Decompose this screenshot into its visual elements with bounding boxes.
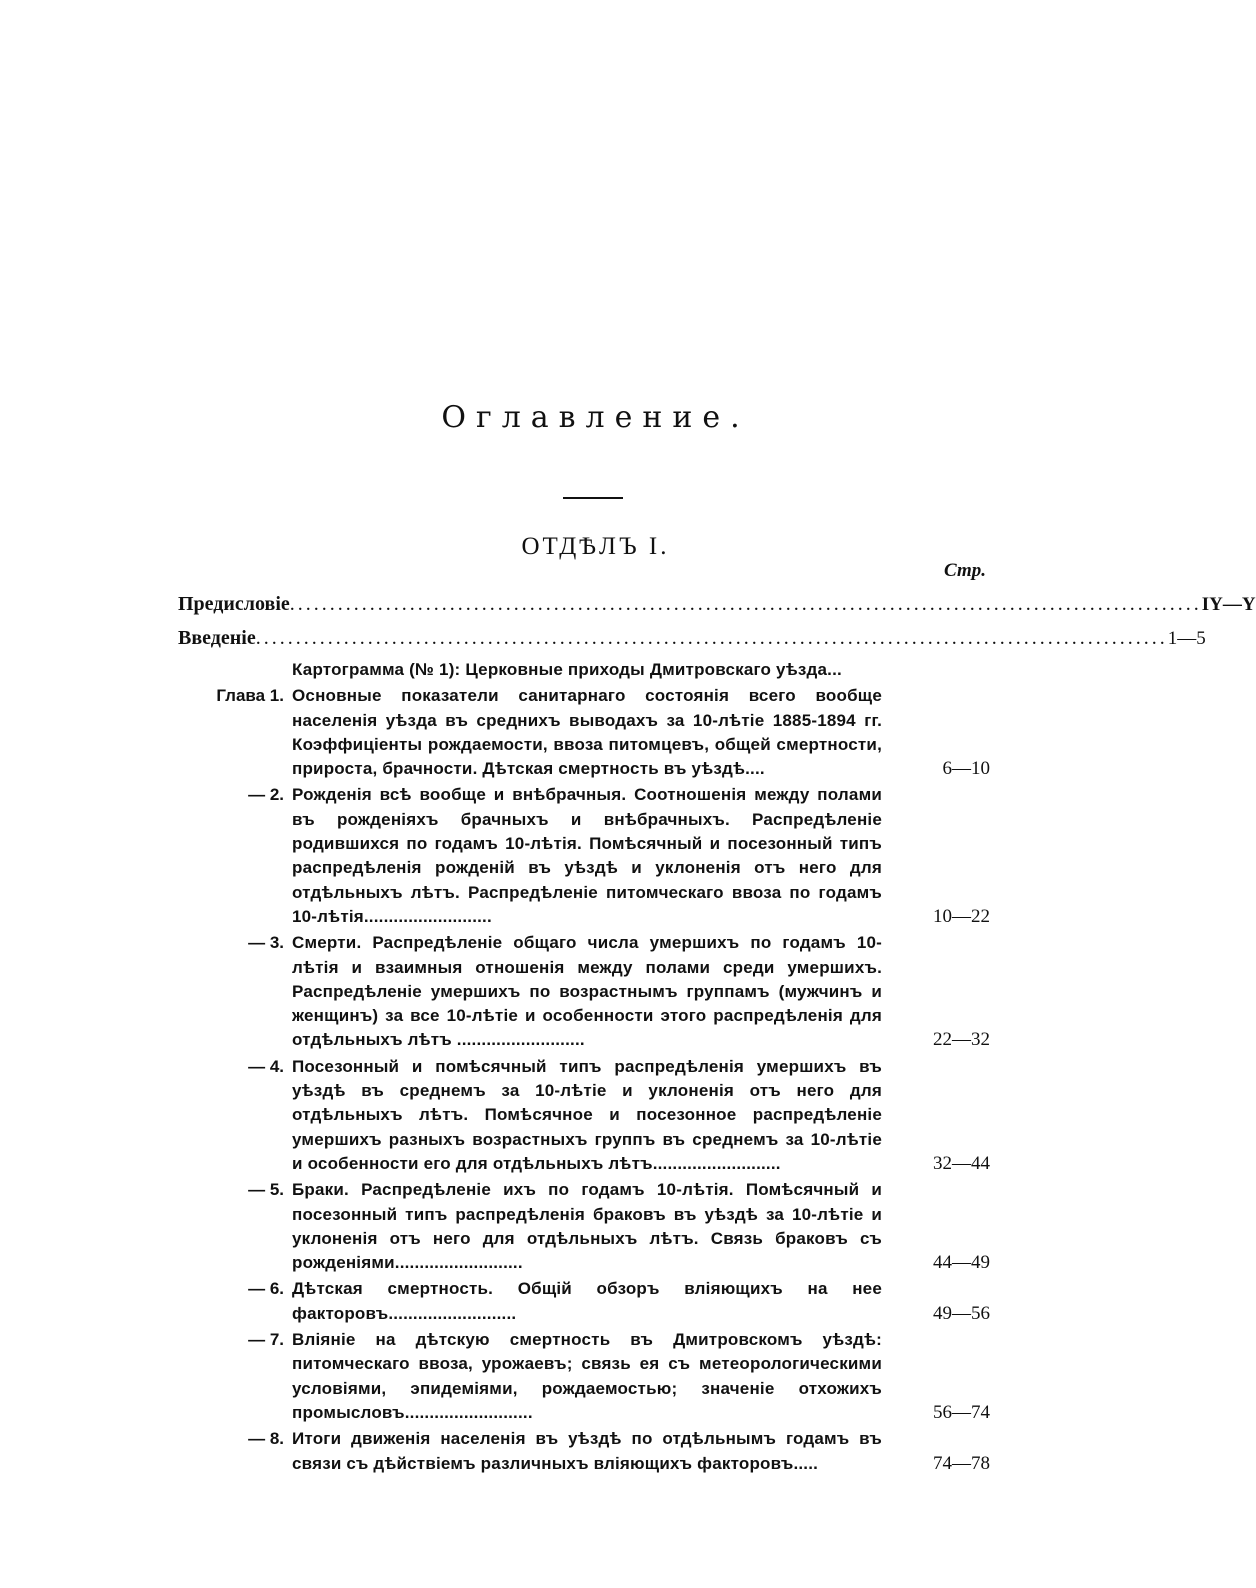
chapter-pages: 10—22 (933, 905, 990, 927)
chapter-number: Глава 1. (216, 686, 284, 706)
toc-entry-pages: 1—5 (1167, 628, 1206, 649)
toc-entry-chapter-6[interactable] (178, 1277, 990, 1326)
chapter-description: Итоги движенія населенія въ уѣздѣ по отдѣльнымъ годамъ въ связи съ дѣйствіемъ различныхъ вліяющихъ факторовъ..... (292, 1429, 882, 1473)
page-column-label: Стр. (944, 560, 986, 581)
toc-entry-chapter-4[interactable] (178, 1055, 990, 1176)
chapter-number: — 5. (248, 1180, 284, 1200)
chapter-pages: 74—78 (933, 1452, 990, 1474)
toc-entry-chapter-7[interactable] (178, 1328, 990, 1425)
chapter-number: — 2. (248, 785, 284, 805)
toc-entry-cartogram[interactable] (178, 658, 990, 682)
chapter-pages: 6—10 (942, 758, 990, 780)
chapter-number: — 8. (248, 1429, 284, 1449)
toc-entry-text: Картограмма (№ 1): Церковные приходы Дмитровскаго уѣзда... (292, 660, 842, 679)
title-divider (563, 497, 623, 499)
dot-leader: .................................................................................................................. (255, 627, 1168, 649)
chapter-number: — 4. (248, 1056, 284, 1076)
chapter-pages: 22—32 (933, 1029, 990, 1051)
chapter-number: — 7. (248, 1330, 284, 1350)
chapter-number: — 6. (248, 1279, 284, 1299)
chapter-pages: 49—56 (933, 1302, 990, 1324)
toc-entry-pages: IY—Y (1201, 594, 1256, 615)
toc-entry-chapter-8[interactable] (178, 1427, 990, 1476)
dot-leader: .................................................................................................................. (289, 593, 1202, 615)
toc-entry-introduction[interactable] (178, 616, 1206, 650)
chapter-pages: 44—49 (933, 1252, 990, 1274)
chapter-description: Вліяніе на дѣтскую смертность въ Дмитровскомъ уѣздѣ: питомческаго ввоза, урожаевъ; связь ея съ метеорологическими условіями, эпидеміями, рождаемостью; значеніе отхожихъ промысловъ.......................... (292, 1330, 882, 1422)
chapter-number: — 3. (248, 933, 284, 953)
table-of-contents (178, 582, 1256, 1476)
chapter-description: Основные показатели санитарнаго состоянія всего вообще населенія уѣзда въ среднихъ выводахъ за 10-лѣтіе 1885-1894 гг. Коэффиціенты рождаемости, ввоза питомцевъ, общей смертности, прироста, брачности. Дѣтская смертность въ уѣздѣ.... (292, 686, 882, 779)
section-title: ОТДѢЛЪ I. (521, 533, 670, 560)
toc-entry-chapter-5[interactable] (178, 1178, 990, 1275)
toc-entry-chapter-3[interactable] (178, 931, 990, 1052)
chapter-description: Посезонный и помѣсячный типъ распредѣленія умершихъ въ уѣздѣ въ среднемъ за 10-лѣтіе и уклоненія отъ него для отдѣльныхъ лѣтъ. Помѣсячное и посезонное распредѣленіе умершихъ разныхъ возрастныхъ группъ въ среднемъ за 10-лѣтіе и особенности его для отдѣльныхъ лѣтъ.......................... (292, 1056, 882, 1173)
chapter-description: Смерти. Распредѣленіе общаго числа умершихъ по годамъ 10-лѣтія и взаимныя отношенія между полами среди умершихъ. Распредѣленіе умершихъ по возрастнымъ группамъ (мужчинъ и женщинъ) за все 10-лѣтіе и особенности этого распредѣленія для отдѣльныхъ лѣтъ .......................... (292, 933, 882, 1050)
chapter-pages: 32—44 (933, 1152, 990, 1174)
toc-entry-chapter-1[interactable] (178, 684, 990, 781)
toc-entry-preface[interactable] (178, 582, 1256, 616)
toc-entry-label: Предисловіе (178, 593, 290, 615)
toc-entry-chapter-2[interactable] (178, 783, 990, 929)
chapter-description: Дѣтская смертность. Общій обзоръ вліяющихъ на нее факторовъ.......................... (292, 1279, 882, 1323)
toc-entry-label: Введеніе (178, 627, 256, 649)
chapter-pages: 56—74 (933, 1401, 990, 1423)
chapter-description: Рожденія всѣ вообще и внѣбрачныя. Соотношенія между полами въ рожденіяхъ брачныхъ и внѣбрачныхъ. Распредѣленіе родившихся по годамъ 10-лѣтія. Помѣсячный и посезонный типъ распредѣленія рожденій въ уѣздѣ и уклоненія отъ него для отдѣльныхъ лѣтъ. Распредѣленіе питомческаго ввоза по годамъ 10-лѣтія.......................... (292, 785, 882, 926)
chapter-description: Браки. Распредѣленіе ихъ по годамъ 10-лѣтія. Помѣсячный и посезонный типъ распредѣленія браковъ въ уѣздѣ за 10-лѣтіе и уклоненія отъ него для отдѣльныхъ лѣтъ. Связь браковъ съ рожденіями.......................... (292, 1180, 882, 1273)
page-title: Оглавление. (441, 400, 750, 435)
